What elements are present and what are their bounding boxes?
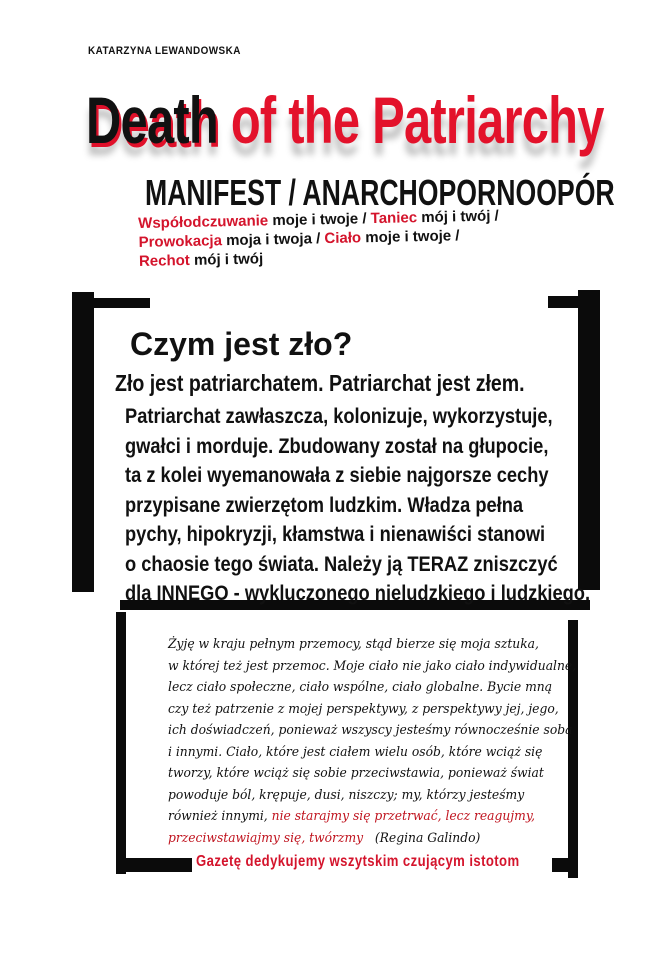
page-title [86, 82, 604, 158]
tag-keyword: Taniec [370, 209, 418, 228]
quote-block [168, 634, 576, 849]
tag-text: moje i twoje / [360, 227, 460, 247]
quote-frame-left [116, 612, 126, 874]
quote-line: powoduje ból, krępuje, dusi, niszczy; my, którzy jesteśmy [168, 787, 525, 803]
tag-text: mój i twój [189, 250, 264, 269]
title-black: Death [86, 83, 218, 157]
tag-keyword: Rechot [138, 251, 191, 270]
paragraph-line: pychy, hipokryzji, kłamstwa i nienawiści stanowi [125, 522, 546, 546]
quote-red-text: przeciwstawiajmy się, twórzmy [168, 830, 364, 846]
quote-line [168, 828, 576, 850]
title-red: of the Patriarchy [230, 83, 604, 157]
dedication: Gazetę dedykujemy wszytskim czującym istotom [196, 853, 520, 870]
paragraph-line: Patriarchat zawłaszcza, kolonizuje, wykorzystuje, [125, 404, 553, 428]
paragraph-line: dla INNEGO - wykluczonego nieludzkiego i ludzkiego. [125, 581, 591, 605]
paragraph-line: przypisane zwierzętom ludzkim. Władza pełna [125, 492, 524, 517]
tag-text: moja i twoja / [221, 230, 325, 250]
manifesto-paragraph [125, 402, 590, 609]
quote-line: Żyję w kraju pełnym przemocy, stąd bierze się moja sztuka, [168, 637, 539, 652]
frame-top-bar [72, 298, 150, 308]
tag-text: mój i twój / [416, 207, 499, 227]
quote-line: w której też jest przemoc. Moje ciało nie jako ciało indywidualne, [168, 658, 577, 674]
tagline [138, 206, 500, 271]
tag-keyword: Współodczuwanie [138, 212, 269, 232]
quote-frame-bottom-left [116, 858, 192, 872]
tag-keyword: Prowokacja [138, 232, 223, 251]
quote-red-text: nie starajmy się przetrwać, lecz reagujmy, [271, 809, 536, 824]
frame-right-top [548, 296, 600, 308]
frame-left-bar [72, 292, 94, 592]
quote-frame-bottom-right [552, 858, 578, 872]
lead-sentence: Zło jest patriarchatem. Patriarchat jest złem. [115, 370, 525, 396]
tag-keyword: Ciało [324, 229, 362, 248]
author-name: KATARZYNA LEWANDOWSKA [88, 45, 241, 57]
quote-line: lecz ciało społeczne, ciało wspólne, ciało globalne. Bycie mną [168, 680, 553, 695]
quote-text: również innymi, [168, 809, 272, 824]
tag-text: moje i twoje / [268, 210, 371, 230]
quote-line: i innymi. Ciało, które jest ciałem wielu osób, które wciąż się [168, 744, 543, 760]
quote-line: czy też patrzenie z mojej perspektywy, z perspektywy jej, jego, [168, 701, 559, 717]
paragraph-line: ta z kolei wyemanowała z siebie najgorsze cechy [125, 463, 549, 487]
section-heading: Czym jest zło? [130, 326, 353, 362]
quote-attribution: (Regina Galindo) [374, 830, 481, 846]
subtitle: MANIFEST / ANARCHOPORNOOPÓR [145, 172, 615, 213]
quote-line [168, 806, 576, 828]
quote-line: ich doświadczeń, ponieważ wszyscy jesteśmy równocześnie sobą [168, 723, 573, 738]
paragraph-line: gwałci i morduje. Zbudowany został na głupocie, [125, 433, 549, 458]
quote-line: tworzy, które wciąż się sobie przeciwstawia, ponieważ świat [168, 766, 544, 781]
paragraph-line: o chaosie tego świata. Należy ją TERAZ zniszczyć [125, 551, 558, 576]
